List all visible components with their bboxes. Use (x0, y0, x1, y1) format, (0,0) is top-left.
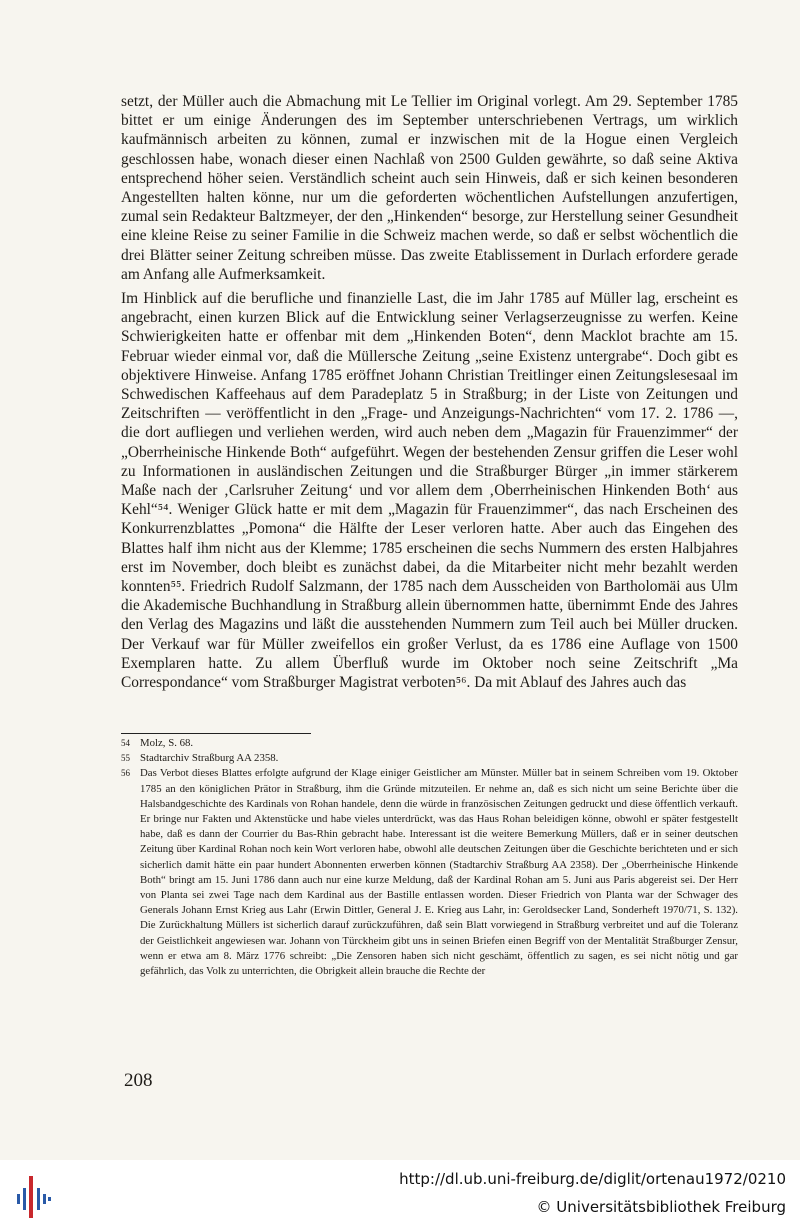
footnote-number: 56 (121, 768, 130, 779)
page-number: 208 (124, 1070, 153, 1091)
footnote-text: Molz, S. 68. (140, 737, 194, 749)
paragraph-1: setzt, der Müller auch die Abmachung mit Le Tellier im Original vorlegt. Am 29. September 1785 bittet er um einige Änderungen des im September unterschriebenen Vertrags, um wirklich kaufmännisch arbeiten zu können, zumal er inzwischen mit de la Hogue einen Vergleich geschlossen habe, wonach dieser einen Nachlaß von 2500 Gulden gewährte, so daß seine Aktiva entsprechend höher seien. Verständlich scheint auch sein Hinweis, daß er sich keinen besonderen Angestellten halten könne, nur um die geforderten wöchentlichen Aufstellungen anzufertigen, zumal sein Redakteur Baltzmeyer, der den „Hinkenden“ besorge, zur Herstellung seiner Gesundheit eine kleine Reise zu seiner Familie in die Schweiz machen werde, so daß er selbst wöchentlich die drei Blätter seiner Zeitung schreiben müsse. Das zweite Etablissement in Durlach erfordere gerade am Anfang alle Aufmerksamkeit. (121, 93, 738, 283)
footnote-separator (121, 733, 311, 734)
ub-freiburg-logo-icon (14, 1174, 54, 1220)
footnote-56 (121, 766, 738, 979)
footnote-55 (121, 751, 738, 766)
viewer-footer (0, 1160, 800, 1226)
document-url[interactable]: http://dl.ub.uni-freiburg.de/diglit/ortenau1972/0210 (399, 1170, 786, 1188)
paragraph-2: Im Hinblick auf die berufliche und finanzielle Last, die im Jahr 1785 auf Müller lag, erscheint es angebracht, einen kurzen Blick auf die Entwicklung seiner Verlagserzeugnisse zu werfen. Keine Schwierigkeiten hatte er offenbar mit dem „Hinkenden Boten“, denn Macklot brachte am 15. Februar wieder einmal vor, daß die Müllersche Zeitung „seine Existenz untergrabe“. Doch gibt es objektivere Hinweise. Anfang 1785 eröffnet Johann Christian Treitlinger einen Zeitungslesesaal im Schwedischen Kaffeehaus auf dem Paradeplatz 5 in Straßburg; in der Liste von Zeitungen und Zeitschriften — veröffentlicht in den „Frage- und Anzeigungs-Nachrichten“ vom 17. 2. 1786 —, die dort aufliegen und verliehen werden, wird auch neben dem „Magazin für Frauenzimmer“ der „Oberrheinische Hinkende Both“ aufgeführt. Wegen der bestehenden Zensur griffen die Leser wohl zu Informationen in ausländischen Zeitungen und die Straßburger Bürger „in immer stärkerem Maße nach der ‚Carlsruher Zeitung‘ und vor allem dem ‚Oberrheinischen Hinkenden Both‘ aus Kehl“⁵⁴. Weniger Glück hatte er mit dem „Magazin für Frauenzimmer“, das nach Erscheinen des Konkurrenzblattes „Pomona“ die Hälfte der Leser verloren hatte. Aber auch das Eingehen des Blattes half ihm nicht aus der Klemme; 1785 erscheinen die sechs Nummern des ersten Halbjahres erst im November, doch bleibt es zunächst dabei, da die Mitarbeiter nicht mehr bezahlt werden konnten⁵⁵. Friedrich Rudolf Salzmann, der 1785 nach dem Ausscheiden von Bartholomäi aus Ulm die Akademische Buchhandlung in Straßburg allein übernommen hatte, übernimmt Ende des Jahres den Verlag des Magazins und läßt die ausstehenden Nummern zum Teil auch bei Müller drucken. Der Verkauf war für Müller zweifellos ein großer Verlust, da es 1786 eine Auflage von 1500 Exemplaren hatte. Zu allem Überfluß wurde im Oktober noch seine Zeitschrift „Ma Correspondance“ vom Straßburger Magistrat verboten⁵⁶. Da mit Ablauf des Jahres auch das (121, 290, 738, 692)
footnotes (121, 736, 738, 979)
footnote-text: Das Verbot dieses Blattes erfolgte aufgrund der Klage einiger Geistlicher am Münster. Müller bat in seinem Schreiben vom 19. Oktober 1785 an den königlichen Prätor in Straßburg, ihm die Gründe mitzuteilen. Er nehme an, daß es sich nicht um seine Berichte über die Halsbandgeschichte des Kardinals von Rohan handele, denn die würde in französischen Zeitungen gedruckt und diese öffentlich verkauft. Er bringe nur Fakten und Aktenstücke und habe vieles unterdrückt, was das Haus Rohan beleidigen könne, obwohl er später festgestellt habe, daß es dann der Courrier du Bas-Rhin gebracht habe. Interessant ist die weitere Bemerkung Müllers, daß er in seiner deutschen Zeitung über Kardinal Rohan noch kein Wort verloren habe, obwohl alle deutschen Zeitungen über die Geschichte berichteten und er sich sicherlich damit hätte ein paar hundert Abonnenten erwerben können (Stadtarchiv Straßburg AA 2358). Der „Oberrheinische Hinkende Both“ bringt am 15. Juni 1786 dann auch nur eine kurze Meldung, daß der Kardinal Rohan am 5. Juni aus Paris abgereist sei. Der Herr von Planta sei zwei Tage nach dem Kardinal aus der Bastille entlassen worden. Dieser Friedrich von Planta war der Schwager des Generals Johann Ernst Krieg aus Lahr (Erwin Dittler, General J. E. Krieg aus Lahr, in: Geroldsecker Land, Sonderheft 1970/71, S. 132). Die Zurückhaltung Müllers ist sicherlich darauf zurückzuführen, daß sein Blatt vorwiegend in Straßburg verbreitet und auf die Toleranz der Geistlichkeit angewiesen war. Johann von Türckheim gibt uns in seinen Briefen einen Begriff von der Mentalität Straßburger Zensur, wenn er etwa am 8. März 1776 schreibt: „Die Zensoren haben sich nicht geschämt, öffentlich zu sagen, es sei nicht nötig und gar gefährlich, das Volk zu unterrichten, die Obrigkeit allein brauche die Rechte der (140, 767, 738, 978)
copyright-notice: © Universitätsbibliothek Freiburg (536, 1198, 786, 1216)
footnote-number: 55 (121, 753, 130, 764)
body-text (121, 92, 738, 692)
footnote-text: Stadtarchiv Straßburg AA 2358. (140, 752, 279, 765)
footnote-54 (121, 736, 738, 751)
footnote-number: 54 (121, 738, 130, 748)
